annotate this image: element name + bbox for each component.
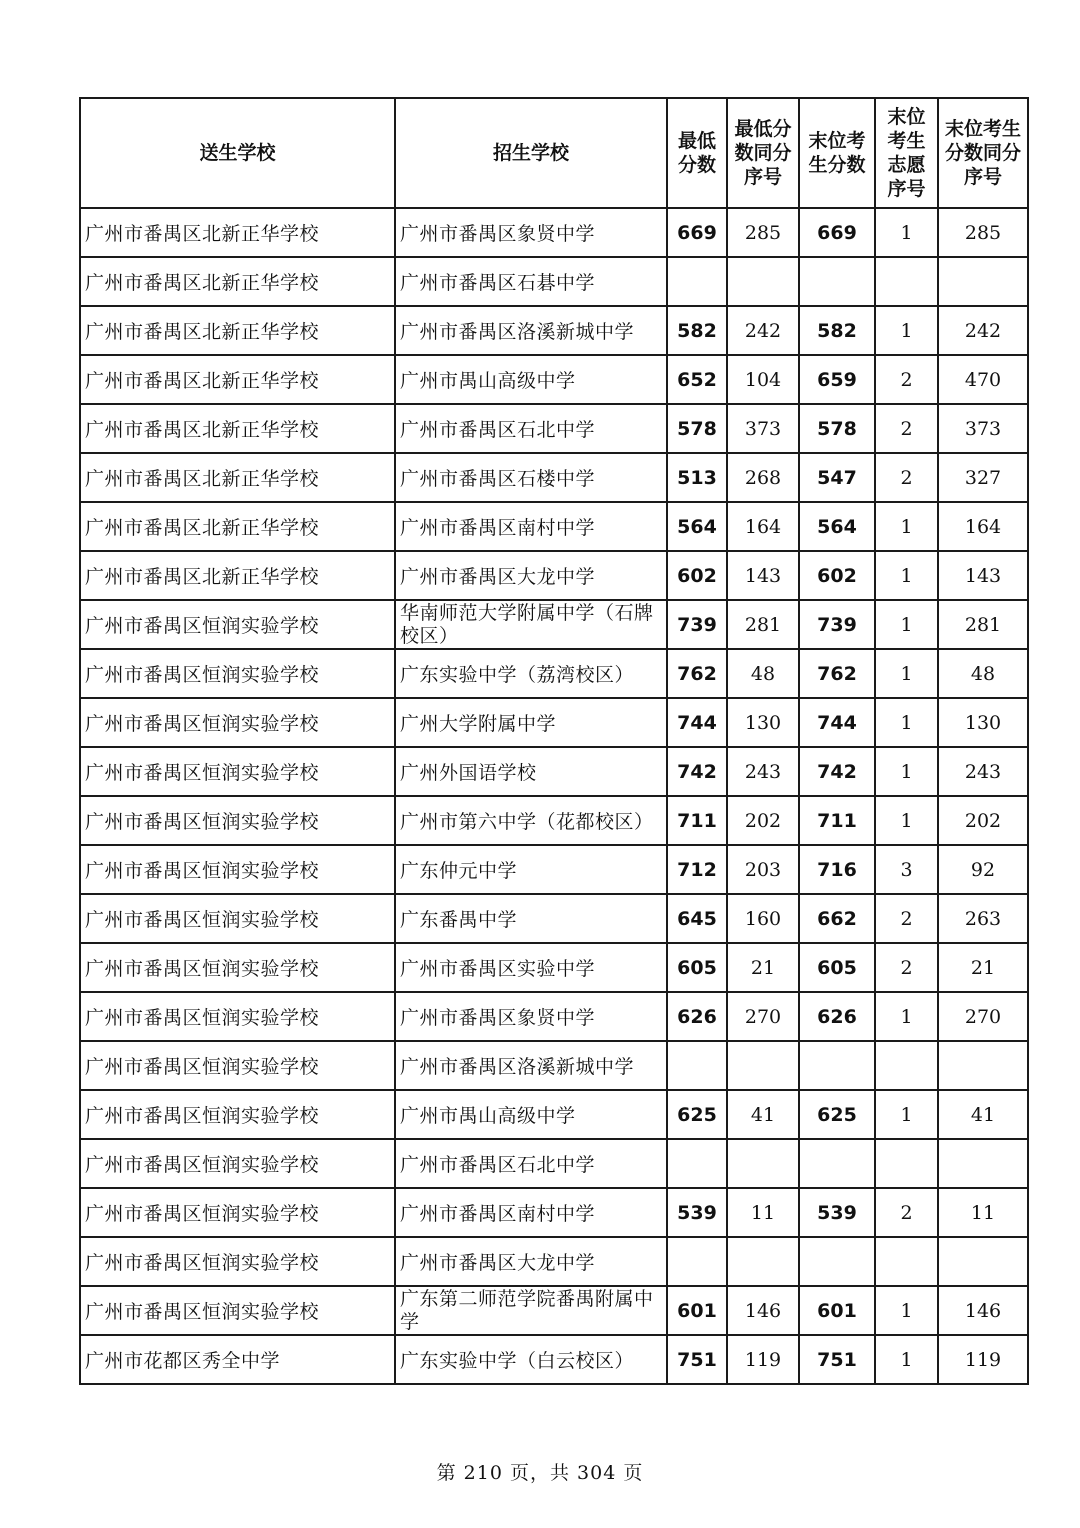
cell-receiver-school: 广州市番禺区象贤中学: [395, 208, 667, 257]
cell-last-score: 751: [799, 1335, 875, 1384]
cell-min-score: 601: [667, 1286, 727, 1335]
cell-last-score-seq: 143: [938, 551, 1028, 600]
table-row: [80, 404, 1028, 453]
table-header-row: [80, 98, 1028, 208]
cell-last-score: [799, 1237, 875, 1286]
cell-min-score: 711: [667, 796, 727, 845]
cell-receiver-school: 广州市番禺区南村中学: [395, 502, 667, 551]
table-row: [80, 747, 1028, 796]
cell-last-volunteer: 2: [875, 1188, 938, 1237]
cell-last-score: 739: [799, 600, 875, 649]
admission-table-sheet: [79, 97, 1027, 1385]
cell-min-score-seq: 281: [727, 600, 799, 649]
cell-last-score-seq: 41: [938, 1090, 1028, 1139]
header-receiver-school: 招生学校: [395, 98, 667, 208]
cell-sender-school: 广州市番禺区恒润实验学校: [80, 600, 395, 649]
cell-min-score-seq: [727, 1041, 799, 1090]
cell-last-score: 742: [799, 747, 875, 796]
table-row: [80, 502, 1028, 551]
cell-min-score-seq: 164: [727, 502, 799, 551]
table-row: [80, 698, 1028, 747]
cell-last-volunteer: 1: [875, 649, 938, 698]
cell-sender-school: 广州市番禺区北新正华学校: [80, 551, 395, 600]
cell-last-volunteer: 1: [875, 208, 938, 257]
cell-last-score: 762: [799, 649, 875, 698]
cell-min-score-seq: 160: [727, 894, 799, 943]
page-footer: 第 210 页，共 304 页: [436, 1462, 644, 1484]
cell-last-score-seq: [938, 257, 1028, 306]
cell-receiver-school: 广东第二师范学院番禺附属中学: [395, 1286, 667, 1335]
header-last-score-seq: 末位考生分数同分序号: [938, 98, 1028, 208]
cell-last-score-seq: 263: [938, 894, 1028, 943]
table-row: [80, 1286, 1028, 1335]
cell-receiver-school: 广州市番禺区洛溪新城中学: [395, 1041, 667, 1090]
cell-last-score: 539: [799, 1188, 875, 1237]
cell-receiver-school: 广东仲元中学: [395, 845, 667, 894]
cell-last-score-seq: 270: [938, 992, 1028, 1041]
cell-last-volunteer: [875, 1237, 938, 1286]
cell-sender-school: 广州市番禺区北新正华学校: [80, 502, 395, 551]
table-row: [80, 208, 1028, 257]
table-row: [80, 257, 1028, 306]
header-sender-school: 送生学校: [80, 98, 395, 208]
cell-min-score-seq: 48: [727, 649, 799, 698]
cell-last-score: 662: [799, 894, 875, 943]
cell-min-score-seq: 119: [727, 1335, 799, 1384]
cell-sender-school: 广州市番禺区恒润实验学校: [80, 992, 395, 1041]
cell-last-volunteer: 1: [875, 502, 938, 551]
cell-sender-school: 广州市番禺区北新正华学校: [80, 208, 395, 257]
cell-receiver-school: 广东番禺中学: [395, 894, 667, 943]
cell-last-volunteer: 1: [875, 306, 938, 355]
cell-receiver-school: 广州市番禺区石碁中学: [395, 257, 667, 306]
cell-min-score-seq: [727, 1139, 799, 1188]
cell-sender-school: 广州市花都区秀全中学: [80, 1335, 395, 1384]
cell-last-score: 578: [799, 404, 875, 453]
cell-sender-school: 广州市番禺区北新正华学校: [80, 306, 395, 355]
cell-last-score: 547: [799, 453, 875, 502]
cell-min-score-seq: 202: [727, 796, 799, 845]
cell-min-score-seq: 268: [727, 453, 799, 502]
cell-min-score: 625: [667, 1090, 727, 1139]
cell-last-score-seq: 285: [938, 208, 1028, 257]
cell-sender-school: 广州市番禺区北新正华学校: [80, 404, 395, 453]
table-row: [80, 1139, 1028, 1188]
table-row: [80, 453, 1028, 502]
cell-min-score: 564: [667, 502, 727, 551]
cell-last-score-seq: [938, 1041, 1028, 1090]
cell-min-score-seq: 130: [727, 698, 799, 747]
table-row: [80, 992, 1028, 1041]
cell-min-score: 626: [667, 992, 727, 1041]
cell-sender-school: 广州市番禺区恒润实验学校: [80, 1090, 395, 1139]
cell-last-volunteer: 2: [875, 894, 938, 943]
table-row: [80, 306, 1028, 355]
cell-last-volunteer: 2: [875, 943, 938, 992]
cell-last-score-seq: 92: [938, 845, 1028, 894]
cell-last-score-seq: [938, 1139, 1028, 1188]
cell-min-score: [667, 1041, 727, 1090]
cell-sender-school: 广州市番禺区恒润实验学校: [80, 1041, 395, 1090]
table-row: [80, 894, 1028, 943]
cell-receiver-school: 广州市番禺区石北中学: [395, 1139, 667, 1188]
cell-receiver-school: 广州大学附属中学: [395, 698, 667, 747]
cell-last-score-seq: 202: [938, 796, 1028, 845]
cell-last-volunteer: 1: [875, 698, 938, 747]
cell-min-score: 712: [667, 845, 727, 894]
cell-receiver-school: 广州市番禺区洛溪新城中学: [395, 306, 667, 355]
cell-sender-school: 广州市番禺区恒润实验学校: [80, 1237, 395, 1286]
cell-receiver-school: 广州市番禺区实验中学: [395, 943, 667, 992]
cell-last-score: 744: [799, 698, 875, 747]
cell-last-volunteer: [875, 257, 938, 306]
cell-last-score-seq: [938, 1237, 1028, 1286]
cell-min-score: 605: [667, 943, 727, 992]
cell-last-score-seq: 48: [938, 649, 1028, 698]
cell-min-score: 539: [667, 1188, 727, 1237]
cell-min-score-seq: [727, 257, 799, 306]
cell-min-score: 669: [667, 208, 727, 257]
cell-last-volunteer: 1: [875, 796, 938, 845]
cell-receiver-school: 广州市番禺区象贤中学: [395, 992, 667, 1041]
cell-sender-school: 广州市番禺区恒润实验学校: [80, 747, 395, 796]
header-min-score-seq: 最低分数同分序号: [727, 98, 799, 208]
cell-last-score: 582: [799, 306, 875, 355]
cell-receiver-school: 广州市番禺区大龙中学: [395, 1237, 667, 1286]
cell-sender-school: 广州市番禺区北新正华学校: [80, 453, 395, 502]
cell-sender-school: 广州市番禺区北新正华学校: [80, 257, 395, 306]
cell-last-score: 711: [799, 796, 875, 845]
cell-last-score: 564: [799, 502, 875, 551]
cell-last-score-seq: 470: [938, 355, 1028, 404]
cell-min-score-seq: 11: [727, 1188, 799, 1237]
cell-sender-school: 广州市番禺区恒润实验学校: [80, 1286, 395, 1335]
cell-sender-school: 广州市番禺区恒润实验学校: [80, 1188, 395, 1237]
cell-sender-school: 广州市番禺区恒润实验学校: [80, 1139, 395, 1188]
cell-last-score-seq: 327: [938, 453, 1028, 502]
cell-last-volunteer: 1: [875, 992, 938, 1041]
cell-last-score: 602: [799, 551, 875, 600]
cell-min-score-seq: 373: [727, 404, 799, 453]
table-row: [80, 1335, 1028, 1384]
cell-last-score: 601: [799, 1286, 875, 1335]
cell-last-score-seq: 243: [938, 747, 1028, 796]
table-row: [80, 845, 1028, 894]
cell-receiver-school: 广州市番禺区南村中学: [395, 1188, 667, 1237]
cell-min-score: 744: [667, 698, 727, 747]
cell-last-score: 669: [799, 208, 875, 257]
cell-receiver-school: 广州市禺山高级中学: [395, 1090, 667, 1139]
table-row: [80, 1188, 1028, 1237]
cell-receiver-school: 广东实验中学（荔湾校区）: [395, 649, 667, 698]
cell-min-score: [667, 257, 727, 306]
cell-last-volunteer: 2: [875, 355, 938, 404]
cell-last-score-seq: 119: [938, 1335, 1028, 1384]
cell-last-volunteer: 1: [875, 600, 938, 649]
cell-last-volunteer: [875, 1041, 938, 1090]
cell-receiver-school: 广州市番禺区大龙中学: [395, 551, 667, 600]
header-last-volunteer: 末位考生志愿序号: [875, 98, 938, 208]
cell-last-volunteer: 2: [875, 404, 938, 453]
cell-receiver-school: 广州外国语学校: [395, 747, 667, 796]
cell-last-score: [799, 1041, 875, 1090]
cell-last-score-seq: 281: [938, 600, 1028, 649]
cell-min-score-seq: 242: [727, 306, 799, 355]
table-row: [80, 1237, 1028, 1286]
cell-min-score-seq: 143: [727, 551, 799, 600]
cell-last-score-seq: 130: [938, 698, 1028, 747]
cell-last-score: 659: [799, 355, 875, 404]
header-last-score: 末位考生分数: [799, 98, 875, 208]
cell-sender-school: 广州市番禺区恒润实验学校: [80, 796, 395, 845]
cell-min-score-seq: 21: [727, 943, 799, 992]
cell-min-score: 652: [667, 355, 727, 404]
cell-min-score-seq: 243: [727, 747, 799, 796]
cell-last-volunteer: 2: [875, 453, 938, 502]
cell-min-score: 578: [667, 404, 727, 453]
cell-last-volunteer: 3: [875, 845, 938, 894]
cell-sender-school: 广州市番禺区恒润实验学校: [80, 943, 395, 992]
table-body: [80, 208, 1028, 1384]
cell-min-score: 645: [667, 894, 727, 943]
cell-min-score: 513: [667, 453, 727, 502]
cell-min-score: 751: [667, 1335, 727, 1384]
cell-last-score: 716: [799, 845, 875, 894]
cell-receiver-school: 华南师范大学附属中学（石牌校区）: [395, 600, 667, 649]
cell-last-score-seq: 11: [938, 1188, 1028, 1237]
cell-min-score: [667, 1237, 727, 1286]
cell-last-score: 625: [799, 1090, 875, 1139]
cell-last-score-seq: 146: [938, 1286, 1028, 1335]
cell-min-score-seq: 41: [727, 1090, 799, 1139]
cell-last-volunteer: 1: [875, 1335, 938, 1384]
cell-min-score-seq: 203: [727, 845, 799, 894]
cell-min-score: 602: [667, 551, 727, 600]
cell-last-score-seq: 21: [938, 943, 1028, 992]
cell-receiver-school: 广州市番禺区石楼中学: [395, 453, 667, 502]
cell-sender-school: 广州市番禺区恒润实验学校: [80, 894, 395, 943]
cell-sender-school: 广州市番禺区恒润实验学校: [80, 649, 395, 698]
cell-min-score-seq: [727, 1237, 799, 1286]
admission-score-table: [79, 97, 1029, 1385]
cell-last-score: 605: [799, 943, 875, 992]
cell-min-score: 582: [667, 306, 727, 355]
cell-min-score-seq: 270: [727, 992, 799, 1041]
cell-last-volunteer: [875, 1139, 938, 1188]
cell-min-score-seq: 104: [727, 355, 799, 404]
table-row: [80, 1090, 1028, 1139]
cell-receiver-school: 广州市禺山高级中学: [395, 355, 667, 404]
cell-sender-school: 广州市番禺区恒润实验学校: [80, 698, 395, 747]
table-row: [80, 796, 1028, 845]
cell-last-score-seq: 242: [938, 306, 1028, 355]
cell-min-score-seq: 285: [727, 208, 799, 257]
cell-last-score: [799, 1139, 875, 1188]
cell-min-score: 742: [667, 747, 727, 796]
cell-receiver-school: 广东实验中学（白云校区）: [395, 1335, 667, 1384]
table-row: [80, 600, 1028, 649]
cell-sender-school: 广州市番禺区恒润实验学校: [80, 845, 395, 894]
cell-last-score-seq: 373: [938, 404, 1028, 453]
cell-last-volunteer: 1: [875, 747, 938, 796]
cell-last-score: [799, 257, 875, 306]
cell-min-score-seq: 146: [727, 1286, 799, 1335]
table-row: [80, 355, 1028, 404]
cell-min-score: [667, 1139, 727, 1188]
cell-last-volunteer: 1: [875, 551, 938, 600]
table-row: [80, 649, 1028, 698]
cell-last-score-seq: 164: [938, 502, 1028, 551]
cell-receiver-school: 广州市番禺区石北中学: [395, 404, 667, 453]
header-min-score: 最低分数: [667, 98, 727, 208]
cell-sender-school: 广州市番禺区北新正华学校: [80, 355, 395, 404]
cell-min-score: 739: [667, 600, 727, 649]
cell-last-volunteer: 1: [875, 1286, 938, 1335]
table-row: [80, 551, 1028, 600]
table-row: [80, 943, 1028, 992]
table-row: [80, 1041, 1028, 1090]
cell-last-volunteer: 1: [875, 1090, 938, 1139]
cell-min-score: 762: [667, 649, 727, 698]
cell-receiver-school: 广州市第六中学（花都校区）: [395, 796, 667, 845]
cell-last-score: 626: [799, 992, 875, 1041]
